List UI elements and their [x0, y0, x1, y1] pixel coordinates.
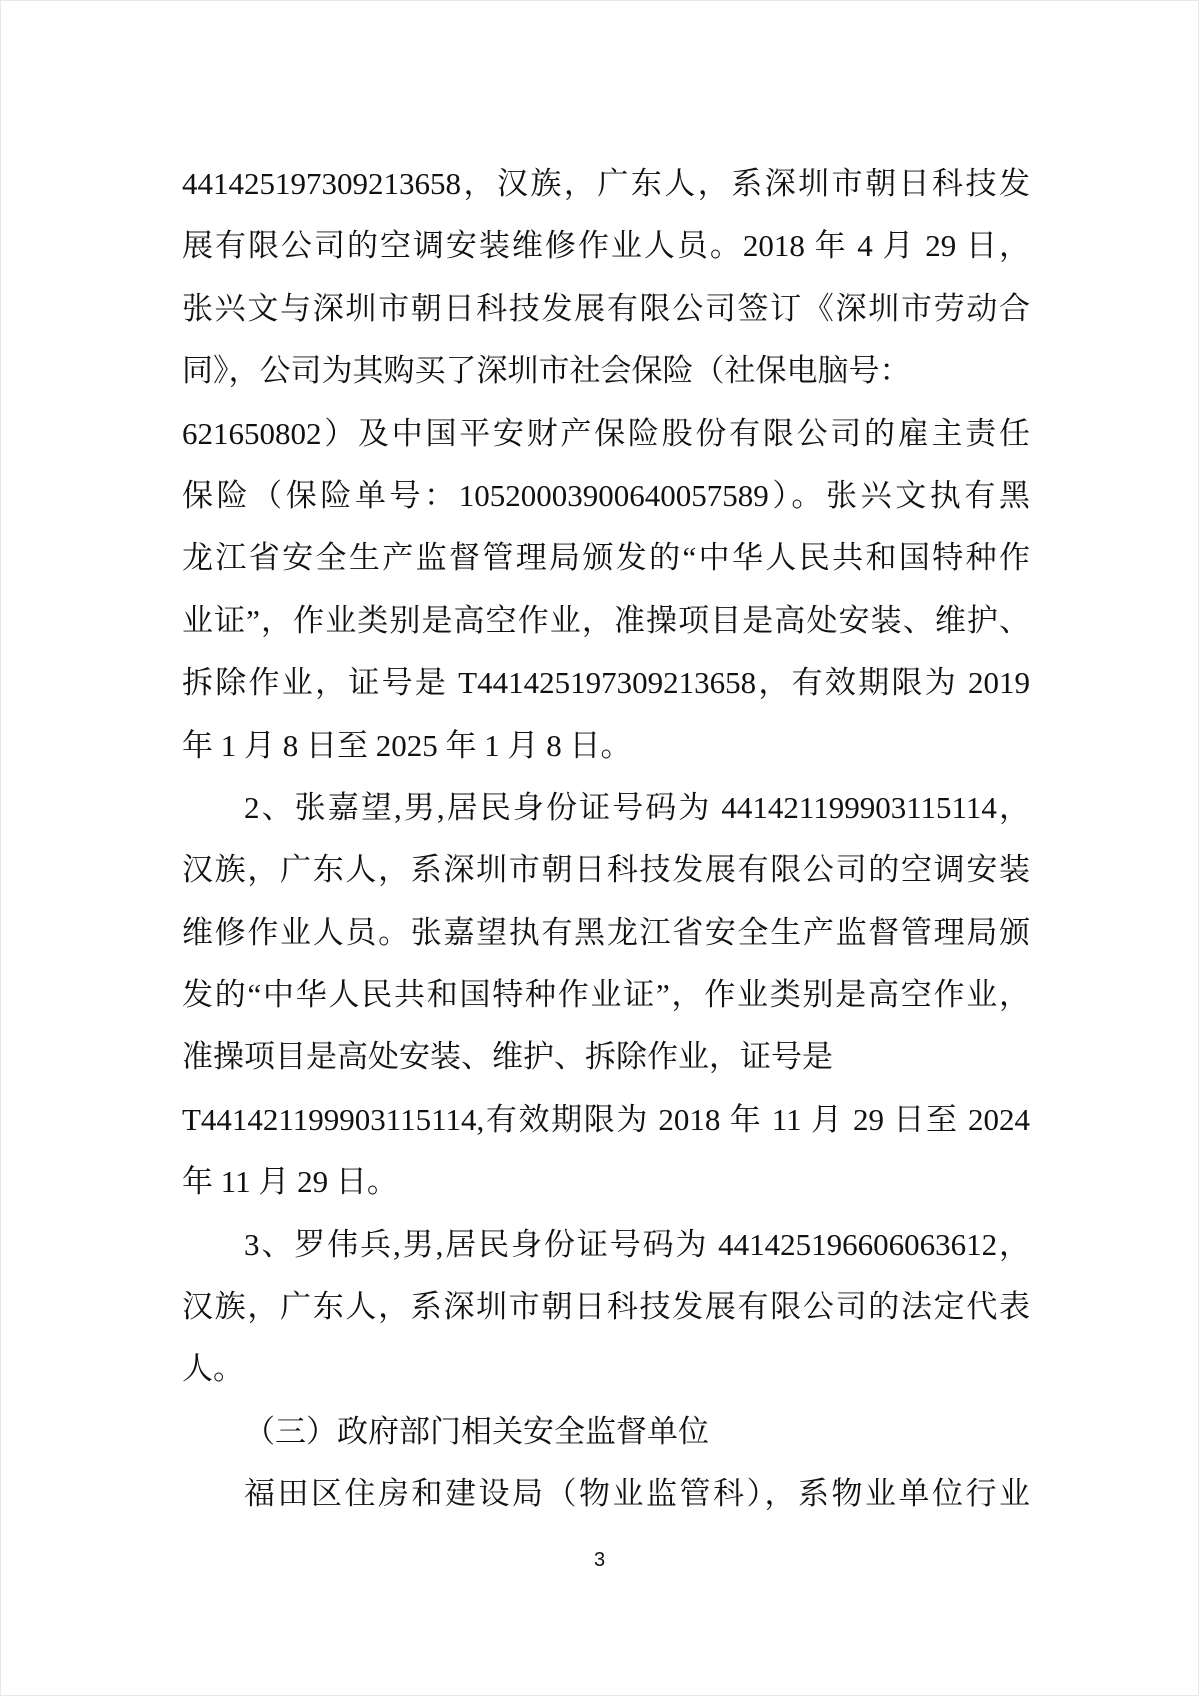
- text-line: （三）政府部门相关安全监督单位: [244, 1413, 709, 1449]
- text-line: 3、罗伟兵,男,居民身份证号码为 441425196606063612，: [244, 1226, 1030, 1262]
- text-line: 汉族，广东人，系深圳市朝日科技发展有限公司的法定代表: [182, 1289, 1030, 1325]
- text-line: 保险（保险单号：10520003900640057589）。张兴文执有黑: [182, 477, 1030, 513]
- text-line: 业证”，作业类别是高空作业，准操项目是高处安装、维护、: [182, 602, 1030, 638]
- text-line: 人。: [182, 1351, 244, 1387]
- text-line: 621650802）及中国平安财产保险股份有限公司的雇主责任: [182, 415, 1030, 451]
- text-line: 441425197309213658，汉族，广东人，系深圳市朝日科技发: [182, 166, 1030, 201]
- text-line: 年 11 月 29 日。: [182, 1164, 398, 1200]
- text-line: 准操项目是高处安装、维护、拆除作业，证号是: [182, 1039, 833, 1075]
- page-number: 3: [593, 1549, 606, 1571]
- text-line: 发的“中华人民共和国特种作业证”，作业类别是高空作业，: [182, 977, 1030, 1013]
- text-line: 龙江省安全生产监督管理局颁发的“中华人民共和国特种作: [182, 540, 1030, 576]
- text-line: 同》，公司为其购买了深圳市社会保险（社保电脑号：: [182, 353, 911, 389]
- text-line: 维修作业人员。张嘉望执有黑龙江省安全生产监督管理局颁: [182, 914, 1030, 950]
- document-body: [182, 153, 1030, 1526]
- text-line: 2、张嘉望,男,居民身份证号码为 441421199903115114，: [244, 789, 1030, 825]
- text-line: 拆除作业，证号是 T441425197309213658，有效期限为 2019: [182, 665, 1030, 701]
- text-line: 汉族，广东人，系深圳市朝日科技发展有限公司的空调安装: [182, 852, 1030, 888]
- text-line: 年 1 月 8 日至 2025 年 1 月 8 日。: [182, 727, 632, 763]
- text-line: 展有限公司的空调安装维修作业人员。2018 年 4 月 29 日，: [182, 228, 1030, 264]
- page-footer: [1, 1547, 1198, 1573]
- text-line: 张兴文与深圳市朝日科技发展有限公司签订《深圳市劳动合: [182, 290, 1030, 326]
- text-line: 福田区住房和建设局（物业监管科），系物业单位行业: [244, 1476, 1030, 1512]
- text-line: T441421199903115114,有效期限为 2018 年 11 月 29 日至 2024: [182, 1101, 1030, 1137]
